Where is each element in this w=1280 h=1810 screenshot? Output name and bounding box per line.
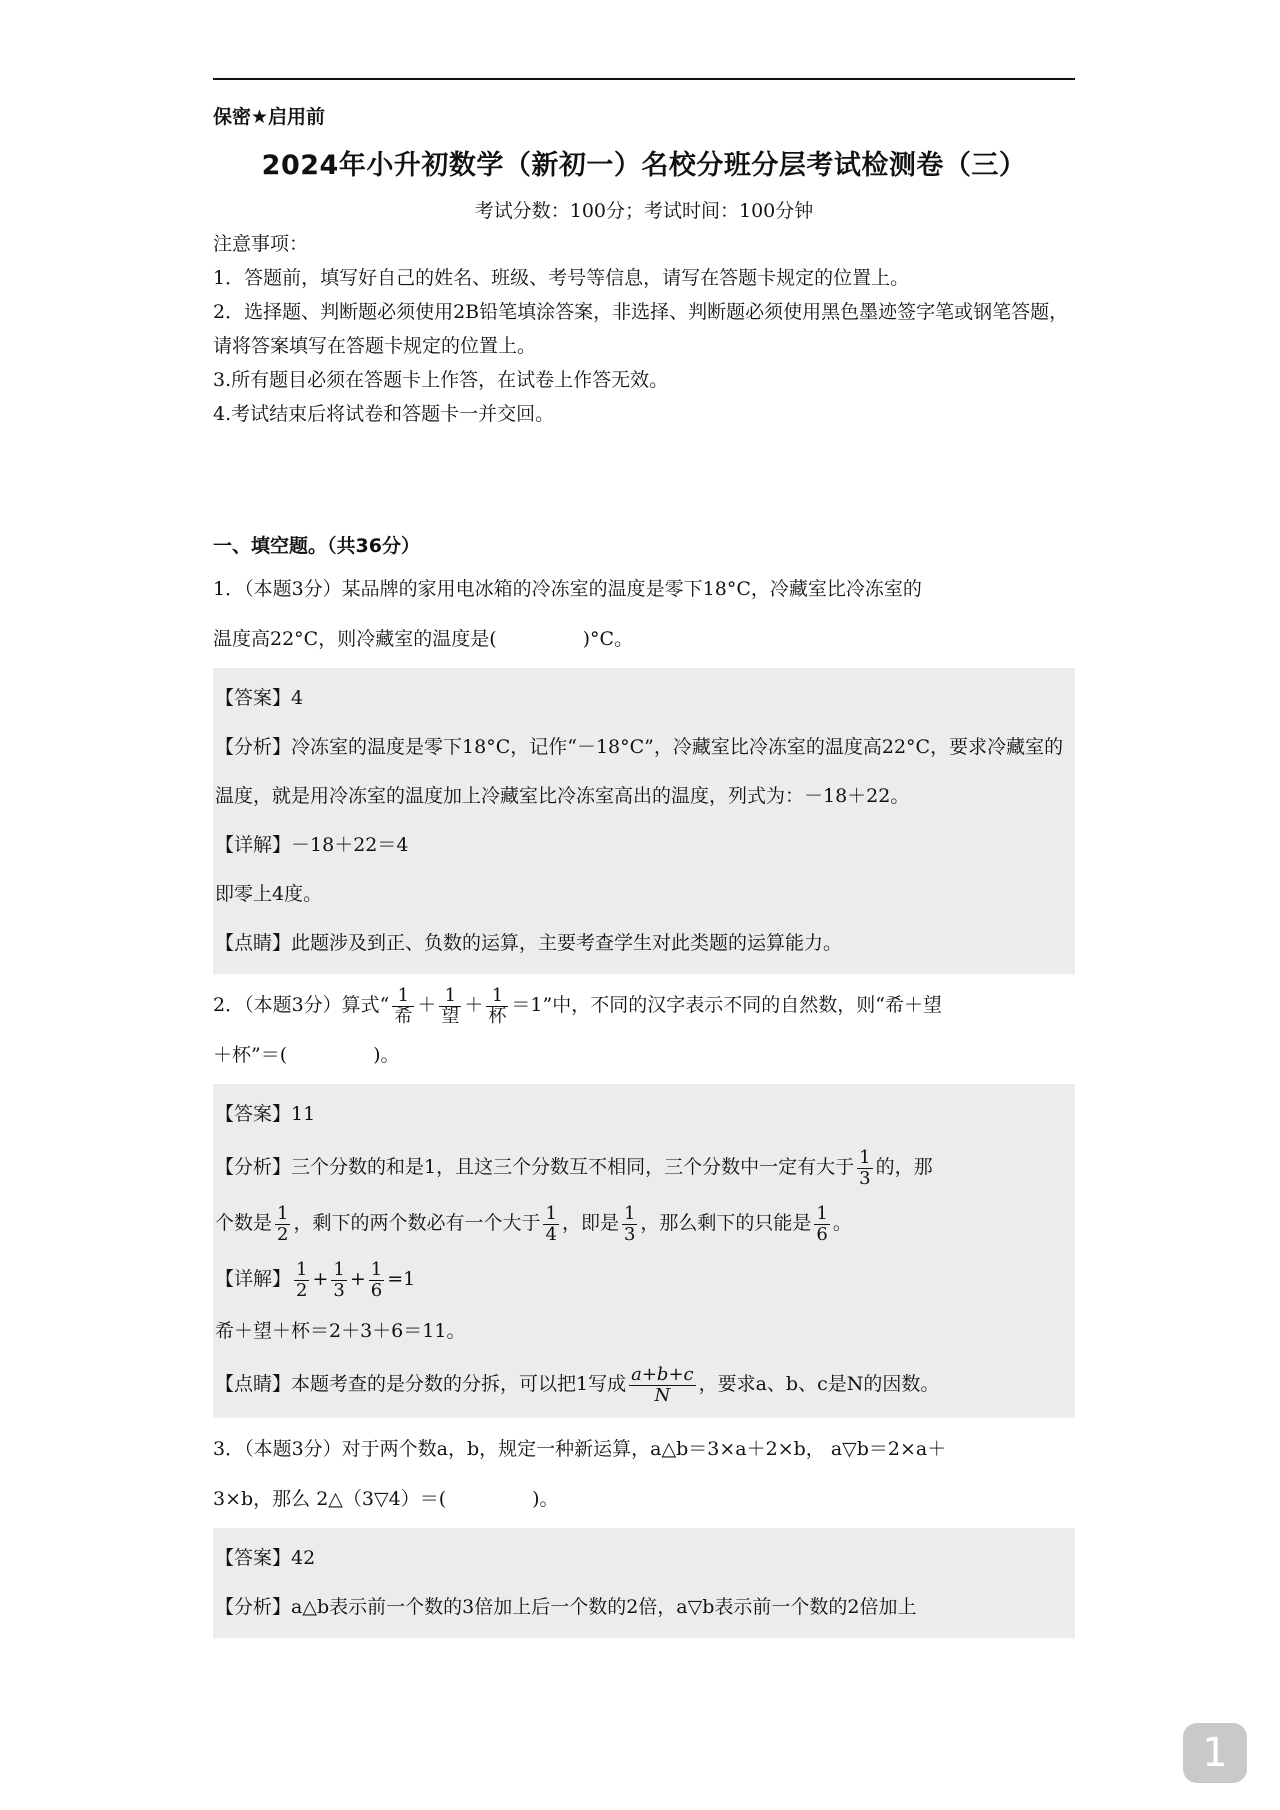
question-3-line2-text: 3×b，那么 2△（3▽4）＝( bbox=[213, 1488, 447, 1510]
detail-line-2: 希＋望＋杯＝2＋3＋6＝11。 bbox=[215, 1320, 466, 1342]
fraction-xi bbox=[392, 986, 414, 1027]
detail-label: 【详解】 bbox=[215, 834, 292, 856]
question-3-line1: 3．（本题3分）对于两个数a，b，规定一种新运算，a△b＝3×a＋2×b， a▽b＝2×a＋ bbox=[213, 1438, 947, 1460]
question-1-line2 bbox=[213, 614, 1075, 664]
exam-title: 2024年小升初数学（新初一）名校分班分层考试检测卷（三） bbox=[261, 150, 1027, 181]
fraction-numerator: 1 bbox=[545, 1202, 557, 1224]
detail-label: 【详解】 bbox=[215, 1268, 292, 1290]
fraction-one-sixth bbox=[369, 1260, 384, 1301]
analysis-text: 。 bbox=[832, 1212, 852, 1234]
answer-value: 42 bbox=[291, 1547, 316, 1569]
plus-sign: + bbox=[312, 1268, 329, 1290]
fraction-bei bbox=[486, 986, 508, 1027]
question-2-eq: ＝1”中，不同的汉字表示不同的自然数，则“希＋望 bbox=[511, 994, 942, 1016]
question-3 bbox=[213, 1424, 1075, 1524]
fraction-denominator: N bbox=[654, 1384, 671, 1406]
point-line bbox=[215, 1356, 1075, 1412]
analysis-text: 的，那 bbox=[875, 1156, 933, 1178]
answer-label: 【答案】 bbox=[215, 1103, 292, 1125]
fraction-numerator: 1 bbox=[277, 1202, 289, 1224]
top-rule bbox=[213, 78, 1075, 80]
analysis-line bbox=[215, 1583, 1075, 1632]
analysis-line-2 bbox=[215, 1195, 1075, 1251]
equals-one: =1 bbox=[387, 1268, 416, 1290]
fraction-denominator: 希 bbox=[394, 1005, 413, 1027]
fraction-denominator: 6 bbox=[816, 1223, 828, 1245]
analysis-text: 个数是 bbox=[215, 1212, 273, 1234]
notes bbox=[213, 227, 1075, 431]
fraction-denominator: 4 bbox=[545, 1223, 557, 1245]
exam-subtitle: 考试分数：100分；考试时间：100分钟 bbox=[474, 200, 814, 222]
question-1-line1: 1．（本题3分）某品牌的家用电冰箱的冷冻室的温度是零下18°C，冷藏室比冷冻室的 bbox=[213, 578, 922, 600]
confidential-label: 保密★启用前 bbox=[213, 106, 326, 128]
question-2-line1 bbox=[213, 980, 1075, 1030]
fraction-one-half bbox=[294, 1260, 309, 1301]
analysis-text: ，那么剩下的只能是 bbox=[640, 1212, 812, 1234]
detail-line-2: 即零上4度。 bbox=[215, 883, 323, 905]
question-3-line2 bbox=[213, 1474, 1075, 1524]
analysis-line bbox=[215, 723, 1075, 821]
question-2 bbox=[213, 980, 1075, 1080]
fraction-numerator: 1 bbox=[333, 1258, 345, 1280]
question-1 bbox=[213, 564, 1075, 664]
fraction-one-sixth bbox=[814, 1204, 829, 1245]
fraction-one-third bbox=[331, 1260, 346, 1301]
fraction-denominator: 3 bbox=[623, 1223, 636, 1245]
answer-box-1 bbox=[213, 668, 1075, 974]
point-line bbox=[215, 919, 1075, 968]
point-label: 【点睛】 bbox=[215, 932, 292, 954]
answer-line bbox=[215, 674, 1075, 723]
fraction-numerator: 1 bbox=[859, 1146, 871, 1168]
question-2-prefix: 2．（本题3分）算式“ bbox=[213, 994, 390, 1016]
note-item: 1．答题前，填写好自己的姓名、班级、考号等信息，请写在答题卡规定的位置上。 bbox=[213, 267, 910, 289]
plus-sign: ＋ bbox=[464, 994, 484, 1016]
point-text: 本题考查的是分数的分拆，可以把1写成 bbox=[291, 1373, 627, 1395]
fraction-one-third bbox=[622, 1204, 637, 1245]
analysis-text: 冷冻室的温度是零下18°C，记作“－18°C”，冷藏室比冷冻室的温度高22°C，要求冷藏室的温度，就是用冷冻室的温度加上冷藏室比冷冻室高出的温度，列式为：－18＋22。 bbox=[215, 736, 1064, 807]
fraction-numerator: 1 bbox=[296, 1258, 308, 1280]
detail-line bbox=[215, 1251, 1075, 1307]
fraction-one-quarter bbox=[543, 1204, 558, 1245]
section-title: 一、填空题。（共36分） bbox=[213, 535, 420, 557]
fraction-denominator: 望 bbox=[441, 1005, 460, 1027]
fraction-numerator: 1 bbox=[816, 1202, 828, 1224]
answer-line bbox=[215, 1090, 1075, 1139]
fraction-denominator: 3 bbox=[333, 1279, 345, 1301]
answer-label: 【答案】 bbox=[215, 1547, 292, 1569]
note-item: 4.考试结束后将试卷和答题卡一并交回。 bbox=[213, 403, 555, 425]
note-item: 2．选择题、判断题必须使用2B铅笔填涂答案，非选择、判断题必须使用黑色墨迹签字笔或钢笔答题，请将答案填写在答题卡规定的位置上。 bbox=[213, 301, 1069, 357]
question-2-line2-text: ＋杯”＝( bbox=[213, 1044, 288, 1066]
fraction-denominator: 2 bbox=[296, 1279, 308, 1301]
answer-line bbox=[215, 1534, 1075, 1583]
fraction-one-third bbox=[857, 1148, 872, 1189]
question-1-line2-text: 温度高22°C，则冷藏室的温度是( bbox=[213, 628, 497, 650]
analysis-line bbox=[215, 1139, 1075, 1195]
point-label: 【点睛】 bbox=[215, 1373, 292, 1395]
fraction-denominator: 3 bbox=[859, 1167, 871, 1189]
fraction-numerator: a+b+c bbox=[631, 1363, 694, 1385]
fraction-numerator: 1 bbox=[486, 986, 508, 1007]
detail-text: －18＋22＝4 bbox=[291, 834, 409, 856]
answer-value: 11 bbox=[291, 1103, 316, 1125]
answer-box-3 bbox=[213, 1528, 1075, 1638]
analysis-label: 【分析】 bbox=[215, 736, 292, 758]
analysis-text: a△b表示前一个数的3倍加上后一个数的2倍，a▽b表示前一个数的2倍加上 bbox=[291, 1596, 917, 1618]
plus-sign: + bbox=[349, 1268, 366, 1290]
point-text: 此题涉及到正、负数的运算，主要考查学生对此类题的运算能力。 bbox=[291, 932, 843, 954]
notes-heading: 注意事项： bbox=[213, 233, 309, 255]
exam-page bbox=[213, 78, 1075, 1638]
answer-label: 【答案】 bbox=[215, 687, 292, 709]
fraction-numerator: 1 bbox=[370, 1258, 383, 1280]
fraction-one-half bbox=[275, 1204, 290, 1245]
fraction-numerator: 1 bbox=[439, 986, 461, 1007]
question-1-line2-end: )°C。 bbox=[582, 628, 634, 650]
question-2-line2-end: )。 bbox=[373, 1044, 400, 1066]
fraction-denominator: 2 bbox=[277, 1223, 289, 1245]
analysis-text: ，即是 bbox=[561, 1212, 619, 1234]
analysis-label: 【分析】 bbox=[215, 1156, 292, 1178]
fraction-denominator: 6 bbox=[370, 1279, 383, 1301]
fraction-wang bbox=[439, 986, 461, 1027]
analysis-text: ，剩下的两个数必有一个大于 bbox=[293, 1212, 541, 1234]
answer-value: 4 bbox=[291, 687, 304, 709]
analysis-text: 三个分数的和是1，且这三个分数互不相同，三个分数中一定有大于 bbox=[291, 1156, 855, 1178]
fraction-abc-over-n bbox=[629, 1365, 696, 1406]
page-number-badge: 1 bbox=[1183, 1723, 1247, 1783]
point-text: ，要求a、b、c是N的因数。 bbox=[698, 1373, 940, 1395]
note-item: 3.所有题目必须在答题卡上作答，在试卷上作答无效。 bbox=[213, 369, 669, 391]
question-3-line2-end: )。 bbox=[532, 1488, 559, 1510]
answer-box-2 bbox=[213, 1084, 1075, 1418]
plus-sign: ＋ bbox=[417, 994, 437, 1016]
analysis-label: 【分析】 bbox=[215, 1596, 292, 1618]
fraction-numerator: 1 bbox=[623, 1202, 636, 1224]
detail-line bbox=[215, 821, 1075, 870]
fraction-numerator: 1 bbox=[392, 986, 414, 1007]
question-2-line2 bbox=[213, 1030, 1075, 1080]
fraction-denominator: 杯 bbox=[488, 1005, 507, 1027]
